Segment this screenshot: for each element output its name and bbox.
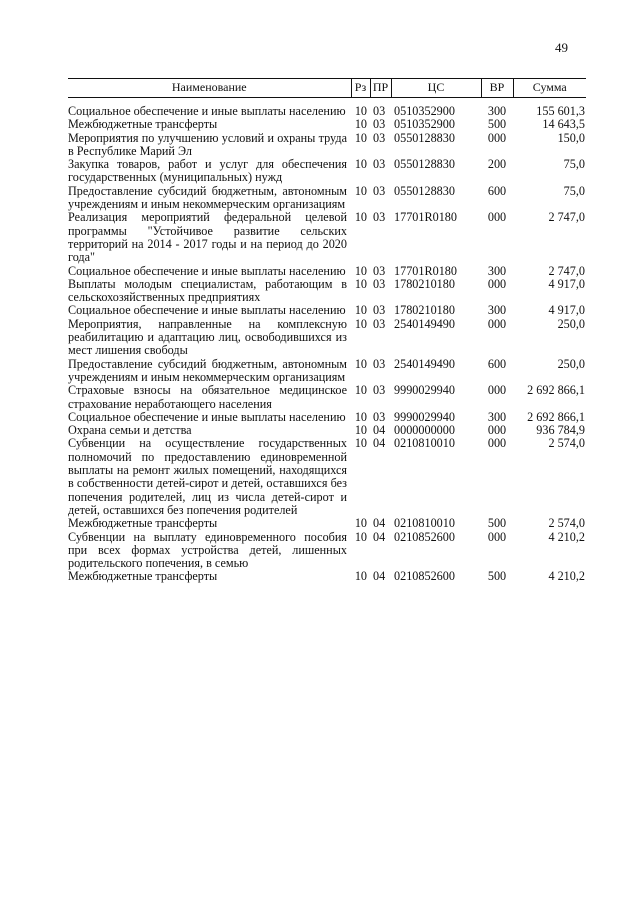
- cell-rz: 10: [354, 130, 367, 145]
- table-row: [68, 185, 586, 212]
- cell-pr: 03: [373, 263, 386, 278]
- cell-name: Социальное обеспечение и иные выплаты населению: [68, 104, 346, 118]
- cell-cs: 2540149490: [394, 356, 455, 371]
- cell-pr: 03: [373, 157, 386, 172]
- cell-name: Социальное обеспечение и иные выплаты населению: [68, 303, 346, 318]
- cell-pr: 03: [373, 276, 386, 291]
- cell-rz: 10: [354, 104, 367, 118]
- header-vr: ВР: [481, 79, 513, 98]
- cell-cs: 1780210180: [394, 303, 455, 318]
- cell-cs: 0510352900: [394, 117, 455, 132]
- cell-pr: 04: [373, 569, 386, 584]
- cell-sum: 936 784,9: [536, 423, 585, 438]
- table-row: [68, 265, 586, 278]
- header-sum: Сумма: [513, 79, 586, 98]
- table-row: [68, 531, 586, 571]
- cell-vr: 000: [487, 529, 507, 544]
- cell-rz: 10: [354, 316, 367, 331]
- cell-pr: 03: [373, 303, 386, 318]
- table-row: [68, 211, 586, 264]
- cell-name: Субвенции на осуществление государственных полномочий по предоставлению единовременной выплаты на ремонт жилых помещений, находящихся в собственности детей-сирот и детей, оставшихся без попечения родителей, лиц из числа детей-сирот и детей, оставшихся без попечения родителей: [68, 436, 347, 517]
- cell-cs: 0000000000: [394, 423, 455, 438]
- cell-vr: 000: [487, 130, 507, 145]
- cell-rz: 10: [354, 303, 367, 318]
- cell-sum: 2 574,0: [548, 436, 585, 451]
- cell-name: Закупка товаров, работ и услуг для обеспечения государственных (муниципальных) нужд: [68, 157, 347, 185]
- cell-vr: 200: [487, 157, 507, 172]
- cell-cs: 9990029940: [394, 383, 455, 398]
- cell-vr: 500: [487, 516, 507, 531]
- cell-vr: 500: [487, 569, 507, 584]
- cell-name: Мероприятия, направленные на комплексную реабилитацию и адаптацию лиц, освободившихся из мест лишения свободы: [68, 316, 347, 358]
- table-row: [68, 304, 586, 317]
- cell-cs: 0210810010: [394, 436, 455, 451]
- cell-vr: 000: [487, 210, 507, 225]
- table-row: [68, 358, 586, 385]
- cell-rz: 10: [354, 409, 367, 424]
- cell-sum: 250,0: [557, 316, 585, 331]
- cell-cs: 0210810010: [394, 516, 455, 531]
- cell-rz: 10: [354, 569, 367, 584]
- cell-pr: 04: [373, 529, 386, 544]
- cell-name: Социальное обеспечение и иные выплаты населению: [68, 263, 346, 278]
- page-number: 49: [555, 40, 568, 55]
- cell-pr: 03: [373, 409, 386, 424]
- cell-sum: 250,0: [557, 356, 585, 371]
- table-header: [68, 79, 586, 98]
- cell-cs: 9990029940: [394, 409, 455, 424]
- cell-name: Социальное обеспечение и иные выплаты населению: [68, 409, 346, 424]
- cell-cs: 17701R0180: [394, 210, 457, 225]
- cell-pr: 04: [373, 516, 386, 531]
- cell-vr: 000: [487, 436, 507, 451]
- cell-cs: 17701R0180: [394, 263, 457, 278]
- cell-vr: 600: [487, 356, 507, 371]
- cell-vr: 000: [487, 423, 507, 438]
- table-body: [68, 98, 586, 584]
- cell-sum: 4 210,2: [548, 569, 585, 584]
- cell-cs: 0550128830: [394, 130, 455, 145]
- table-row: [68, 437, 586, 517]
- cell-pr: 03: [373, 183, 386, 198]
- cell-cs: 1780210180: [394, 276, 455, 291]
- table-row: [68, 570, 586, 583]
- cell-name: Субвенции на выплату единовременного пособия при всех формах устройства детей, лишенных родительского попечения, в семью: [68, 529, 347, 571]
- cell-name: Межбюджетные трансферты: [68, 516, 218, 531]
- cell-vr: 500: [487, 117, 507, 132]
- cell-rz: 10: [354, 356, 367, 371]
- table-row: [68, 98, 586, 119]
- cell-vr: 300: [487, 303, 507, 318]
- header-name: Наименование: [68, 79, 351, 98]
- cell-cs: 0510352900: [394, 104, 455, 118]
- cell-rz: 10: [354, 157, 367, 172]
- cell-vr: 300: [487, 104, 507, 118]
- table-row: [68, 424, 586, 437]
- table-row: [68, 158, 586, 185]
- cell-vr: 000: [487, 316, 507, 331]
- cell-sum: 150,0: [557, 130, 585, 145]
- cell-rz: 10: [354, 436, 367, 451]
- cell-name: Межбюджетные трансферты: [68, 117, 218, 132]
- cell-rz: 10: [354, 516, 367, 531]
- cell-pr: 03: [373, 117, 386, 132]
- cell-cs: 0550128830: [394, 157, 455, 172]
- cell-name: Мероприятия по улучшению условий и охраны труда в Республике Марий Эл: [68, 130, 347, 158]
- cell-pr: 04: [373, 436, 386, 451]
- cell-sum: 2 692 866,1: [527, 409, 585, 424]
- cell-cs: 2540149490: [394, 316, 455, 331]
- table-row: [68, 384, 586, 411]
- cell-sum: 75,0: [563, 157, 585, 172]
- table-row: [68, 411, 586, 424]
- table-row: [68, 118, 586, 131]
- cell-name: Реализация мероприятий федеральной целевой программы "Устойчивое развитие сельских территорий на 2014 - 2017 годы и на период до 2020 года": [68, 210, 347, 265]
- cell-sum: 2 747,0: [548, 210, 585, 225]
- cell-vr: 300: [487, 263, 507, 278]
- cell-name: Выплаты молодым специалистам, работающим в сельскохозяйственных предприятиях: [68, 276, 347, 305]
- cell-cs: 0550128830: [394, 183, 455, 198]
- cell-pr: 04: [373, 423, 386, 438]
- cell-sum: 2 574,0: [548, 516, 585, 531]
- cell-cs: 0210852600: [394, 529, 455, 544]
- cell-name: Предоставление субсидий бюджетным, автономным учреждениям и иным некоммерческим организациям: [68, 356, 347, 384]
- cell-sum: 2 747,0: [548, 263, 585, 278]
- budget-table: [68, 78, 586, 584]
- cell-pr: 03: [373, 104, 386, 118]
- header-cs: ЦС: [391, 79, 481, 98]
- cell-vr: 300: [487, 409, 507, 424]
- cell-name: Страховые взносы на обязательное медицинское страхование неработающего населения: [68, 383, 347, 411]
- cell-pr: 03: [373, 210, 386, 225]
- header-row: [68, 79, 586, 98]
- cell-rz: 10: [354, 423, 367, 438]
- cell-sum: 14 643,5: [542, 117, 585, 132]
- cell-pr: 03: [373, 356, 386, 371]
- cell-sum: 4 917,0: [548, 303, 585, 318]
- cell-sum: 2 692 866,1: [527, 383, 585, 398]
- table-row: [68, 278, 586, 305]
- cell-sum: 155 601,3: [536, 104, 585, 118]
- cell-vr: 600: [487, 183, 507, 198]
- table-row: [68, 318, 586, 358]
- cell-cs: 0210852600: [394, 569, 455, 584]
- cell-rz: 10: [354, 117, 367, 132]
- cell-rz: 10: [354, 183, 367, 198]
- cell-rz: 10: [354, 529, 367, 544]
- cell-name: Предоставление субсидий бюджетным, автономным учреждениям и иным некоммерческим организациям: [68, 183, 347, 212]
- cell-pr: 03: [373, 383, 386, 398]
- cell-rz: 10: [354, 276, 367, 291]
- cell-vr: 000: [487, 383, 507, 398]
- cell-sum: 75,0: [563, 183, 585, 198]
- cell-rz: 10: [354, 383, 367, 398]
- cell-name: Межбюджетные трансферты: [68, 569, 218, 584]
- table-row: [68, 132, 586, 159]
- table-row: [68, 517, 586, 530]
- cell-rz: 10: [354, 210, 367, 225]
- header-rz: Рз: [351, 79, 370, 98]
- cell-pr: 03: [373, 130, 386, 145]
- cell-sum: 4 917,0: [548, 276, 585, 291]
- header-pr: ПР: [370, 79, 391, 98]
- cell-name: Охрана семьи и детства: [68, 423, 192, 438]
- cell-sum: 4 210,2: [548, 529, 585, 544]
- cell-vr: 000: [487, 276, 507, 291]
- cell-rz: 10: [354, 263, 367, 278]
- cell-pr: 03: [373, 316, 386, 331]
